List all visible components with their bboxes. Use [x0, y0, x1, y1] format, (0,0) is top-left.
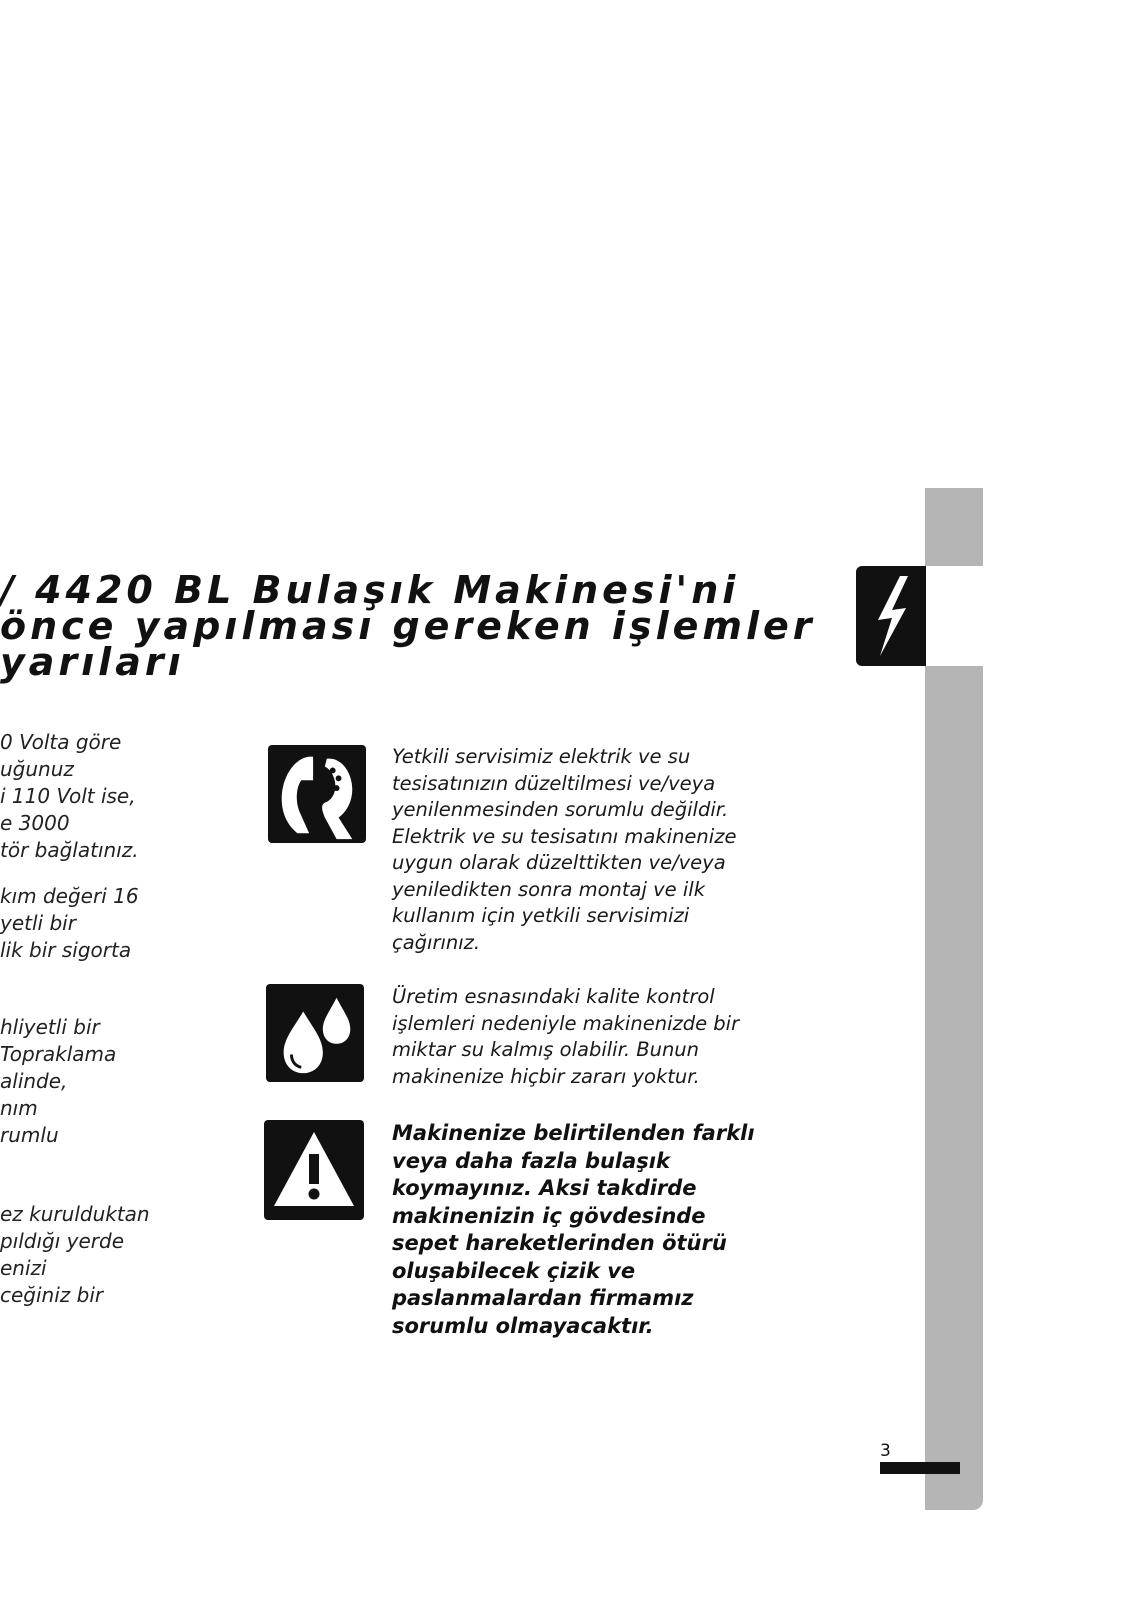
note-line: Elektrik ve su tesisatını makinenize: [392, 824, 737, 848]
water-drops-icon: [266, 984, 364, 1082]
section-title-line-3: yarıları: [0, 640, 185, 684]
note-line: sepet hareketlerinden ötürü: [392, 1231, 727, 1255]
left-text-line: Topraklama: [0, 1042, 117, 1066]
left-text-line: 0 Volta göre: [0, 730, 122, 754]
section-title-line-1: / 4420 BL Bulaşık Makinesi'ni: [0, 568, 740, 612]
left-text-line: rumlu: [0, 1123, 59, 1147]
note-line: sorumlu olmayacaktır.: [392, 1313, 654, 1338]
left-text-line: ceğiniz bir: [0, 1283, 104, 1307]
left-text-line: alinde,: [0, 1069, 68, 1093]
note-line: miktar su kalmış olabilir. Bunun: [392, 1038, 700, 1061]
page-number-bar: [880, 1462, 960, 1474]
note-line: Yetkili servisimiz elektrik ve su: [392, 745, 691, 768]
section-title-line-2: önce yapılması gereken işlemler: [0, 604, 816, 648]
note-line: makinenize hiçbir zararı yoktur.: [392, 1064, 700, 1088]
warning-triangle-icon: [264, 1120, 364, 1220]
left-text-line: ez kurulduktan: [0, 1202, 150, 1226]
left-text-line: yetli bir: [0, 911, 76, 935]
phone-icon: [268, 745, 366, 843]
note-line: işlemleri nedeniyle makinenizde bir: [392, 1011, 740, 1035]
note-overload-warning: [392, 1120, 792, 1340]
left-text-line: i 110 Volt ise,: [0, 784, 136, 808]
left-text-line: nım: [0, 1096, 38, 1120]
note-line: Makinenize belirtilenden farklı: [392, 1121, 755, 1145]
left-text-line: tör bağlatınız.: [0, 838, 139, 862]
note-line: veya daha fazla bulaşık: [392, 1148, 670, 1173]
note-line: çağırınız.: [392, 930, 481, 954]
note-line: Üretim esnasındaki kalite kontrol: [392, 985, 715, 1008]
note-service-responsibility: [392, 744, 792, 956]
left-text-line: uğunuz: [0, 757, 74, 781]
note-line: oluşabilecek çizik ve: [392, 1258, 636, 1283]
note-line: yeniledikten sonra montaj ve ilk: [392, 877, 705, 901]
note-line: uygun olarak düzelttikten ve/veya: [392, 851, 726, 874]
note-line: kullanım için yetkili servisimizi: [392, 904, 690, 927]
note-line: koymayınız. Aksi takdirde: [392, 1176, 697, 1200]
left-text-line: enizi: [0, 1256, 47, 1280]
note-line: tesisatınızın düzeltilmesi ve/veya: [392, 771, 716, 795]
lightning-bolt-icon: [856, 566, 926, 666]
left-text-line: kım değeri 16: [0, 884, 139, 908]
note-line: makinenizin iç gövdesinde: [392, 1203, 706, 1228]
left-text-line: pıldığı yerde: [0, 1229, 125, 1253]
left-text-line: lik bir sigorta: [0, 938, 132, 962]
note-line: paslanmalardan firmamız: [392, 1286, 694, 1310]
note-line: yenilenmesinden sorumlu değildir.: [392, 798, 729, 821]
left-text-line: e 3000: [0, 811, 70, 835]
left-text-line: hliyetli bir: [0, 1015, 100, 1039]
page-number: 3: [880, 1441, 891, 1461]
note-residual-water: [392, 984, 792, 1090]
side-tab-notch: [925, 566, 983, 666]
